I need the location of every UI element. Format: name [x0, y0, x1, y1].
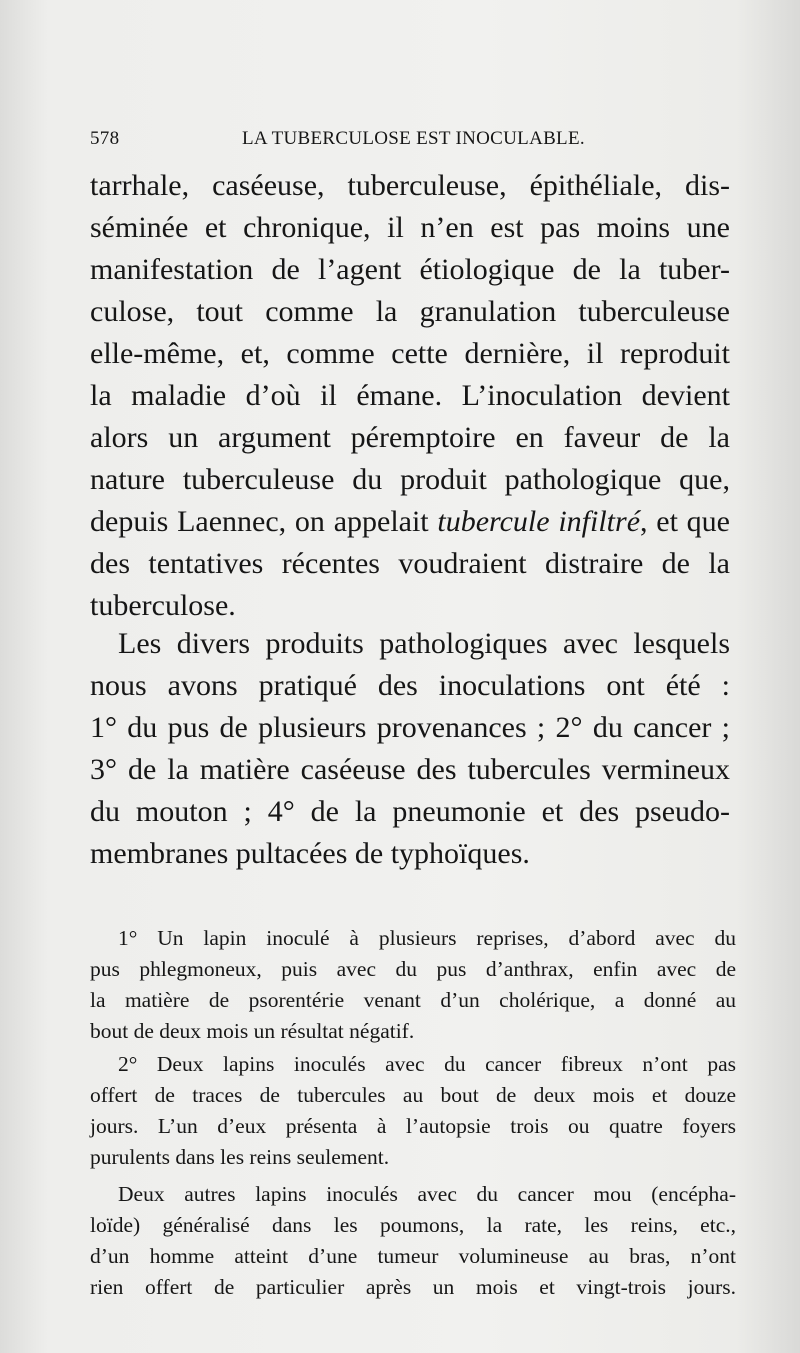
- text-line: Les divers produits pathologiques avec lesquels: [118, 627, 730, 660]
- text-line: manifestation de l’agent étiologique de la tuber-: [90, 253, 730, 286]
- text-line: séminée et chronique, il n’en est pas moins une: [90, 211, 730, 244]
- footnote-line: offert de traces de tubercules au bout de deux mois et douze: [90, 1083, 736, 1107]
- footnote-line: 2° Deux lapins inoculés avec du cancer fibreux n’ont pas: [118, 1052, 736, 1076]
- running-header: [90, 124, 730, 158]
- footnote-line: la matière de psorentérie venant d’un cholérique, a donné au: [90, 988, 736, 1012]
- running-title: LA TUBERCULOSE EST INOCULABLE.: [242, 128, 585, 149]
- footnote-line: pus phlegmoneux, puis avec du pus d’anthrax, enfin avec de: [90, 957, 736, 981]
- text-line: nous avons pratiqué des inoculations ont été :: [90, 669, 730, 702]
- page-number: 578: [90, 128, 120, 149]
- footnote-line: purulents dans les reins seulement.: [90, 1145, 390, 1169]
- footnote-line: jours. L’un d’eux présenta à l’autopsie trois ou quatre foyers: [90, 1114, 736, 1138]
- text-line: tuberculose.: [90, 589, 236, 622]
- text-line: 3° de la matière caséeuse des tubercules vermineux: [90, 753, 730, 786]
- text-line: membranes pultacées de typhoïques.: [90, 837, 530, 870]
- text-line: elle-même, et, comme cette dernière, il reproduit: [90, 337, 730, 370]
- text-line: tarrhale, caséeuse, tuberculeuse, épithéliale, dis-: [90, 169, 730, 202]
- text-segment: depuis Laennec, on appelait: [90, 505, 438, 538]
- text-line: 1° du pus de plusieurs provenances ; 2° du cancer ;: [90, 711, 730, 744]
- text-line: alors un argument péremptoire en faveur de la: [90, 421, 730, 454]
- text-line: [90, 502, 730, 542]
- text-line: la maladie d’où il émane. L’inoculation devient: [90, 379, 730, 412]
- text-line: culose, tout comme la granulation tuberculeuse: [90, 295, 730, 328]
- italic-term: tubercule infiltré: [437, 505, 641, 538]
- footnote-line: rien offert de particulier après un mois et vingt-trois jours.: [90, 1275, 736, 1299]
- footnote-line: loïde) généralisé dans les poumons, la rate, les reins, etc.,: [90, 1213, 736, 1237]
- footnote-line: 1° Un lapin inoculé à plusieurs reprises, d’abord avec du: [118, 926, 736, 950]
- text-segment: , et que: [640, 505, 730, 538]
- text-line: du mouton ; 4° de la pneumonie et des pseudo-: [90, 795, 730, 828]
- footnote-line: bout de deux mois un résultat négatif.: [90, 1019, 415, 1043]
- footnote-line: Deux autres lapins inoculés avec du cancer mou (encépha-: [118, 1182, 736, 1206]
- text-line: nature tuberculeuse du produit pathologique que,: [90, 463, 730, 496]
- text-line: des tentatives récentes voudraient distraire de la: [90, 547, 730, 580]
- footnote-line: d’un homme atteint d’une tumeur volumineuse au bras, n’ont: [90, 1244, 736, 1268]
